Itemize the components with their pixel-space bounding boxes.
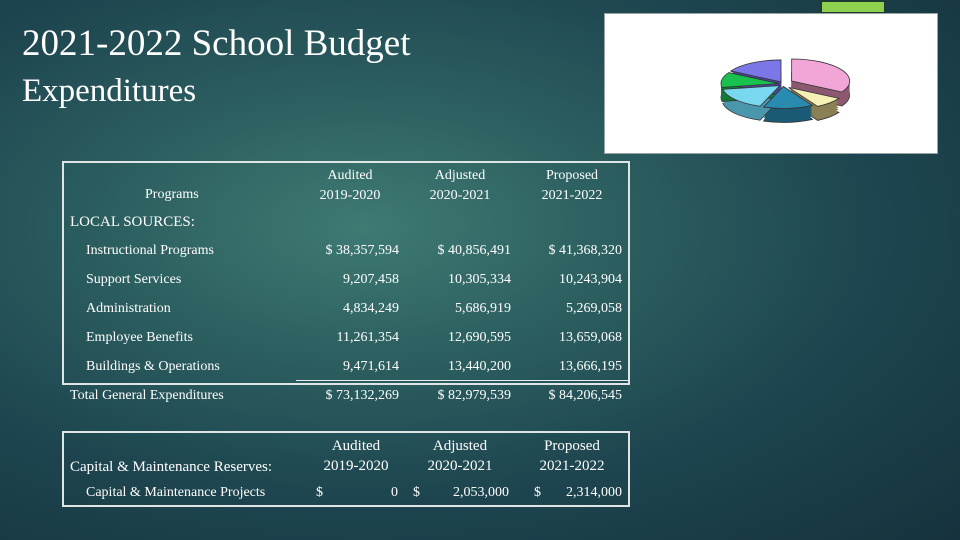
row-value: 4,834,249 [343, 301, 399, 316]
total-label: Total General Expenditures [70, 388, 224, 403]
row-value: $ 38,357,594 [325, 243, 399, 258]
row-value: 10,243,904 [559, 272, 622, 287]
programs-header: Programs [145, 187, 199, 202]
col-header-adjusted: Adjusted 2020-2021 [429, 168, 491, 203]
currency-symbol: $ [413, 485, 420, 500]
row-value: 5,269,058 [566, 301, 622, 316]
pie-chart [605, 14, 939, 155]
pie-chart-panel [604, 13, 938, 154]
slide-subtitle: Expenditures [22, 73, 197, 109]
row-value: 12,690,595 [448, 330, 511, 345]
currency-symbol: $ [534, 485, 541, 500]
currency-symbol: $ [316, 485, 323, 500]
col-header-audited: Audited 2019-2020 [323, 438, 389, 474]
row-label-buildings: Buildings & Operations [86, 359, 220, 374]
col-header-proposed: Proposed 2021-2022 [541, 168, 603, 203]
col-header-audited: Audited 2019-2020 [319, 168, 381, 203]
row-label-benefits: Employee Benefits [86, 330, 193, 345]
row-value: 13,666,195 [559, 359, 622, 374]
slide-title: 2021-2022 School Budget [22, 23, 411, 64]
row-label-support: Support Services [86, 272, 182, 287]
row-value: 13,659,068 [559, 330, 622, 345]
capital-reserves-label: Capital & Maintenance Reserves: [70, 459, 273, 475]
row-value: 10,305,334 [448, 272, 511, 287]
row-label-instructional: Instructional Programs [86, 243, 214, 258]
row-label-administration: Administration [86, 301, 171, 316]
row-value: 13,440,200 [448, 359, 511, 374]
green-tab-shape [820, 0, 886, 14]
total-value: $ 84,206,545 [548, 388, 622, 403]
row-value: $ 40,856,491 [437, 243, 511, 258]
total-value: $ 82,979,539 [437, 388, 511, 403]
total-separator-line [296, 380, 630, 381]
capital-value: 2,314,000 [566, 485, 622, 500]
row-value: 11,261,354 [336, 330, 399, 345]
row-value: 9,207,458 [343, 272, 399, 287]
row-value: 9,471,614 [343, 359, 399, 374]
local-sources-label: LOCAL SOURCES: [70, 214, 195, 230]
col-header-proposed: Proposed 2021-2022 [539, 438, 605, 474]
total-value: $ 73,132,269 [325, 388, 399, 403]
capital-value: 2,053,000 [453, 485, 509, 500]
capital-value: 0 [391, 485, 398, 500]
col-header-adjusted: Adjusted 2020-2021 [427, 438, 493, 474]
capital-projects-label: Capital & Maintenance Projects [86, 485, 266, 500]
row-value: 5,686,919 [455, 301, 511, 316]
row-value: $ 41,368,320 [548, 243, 622, 258]
